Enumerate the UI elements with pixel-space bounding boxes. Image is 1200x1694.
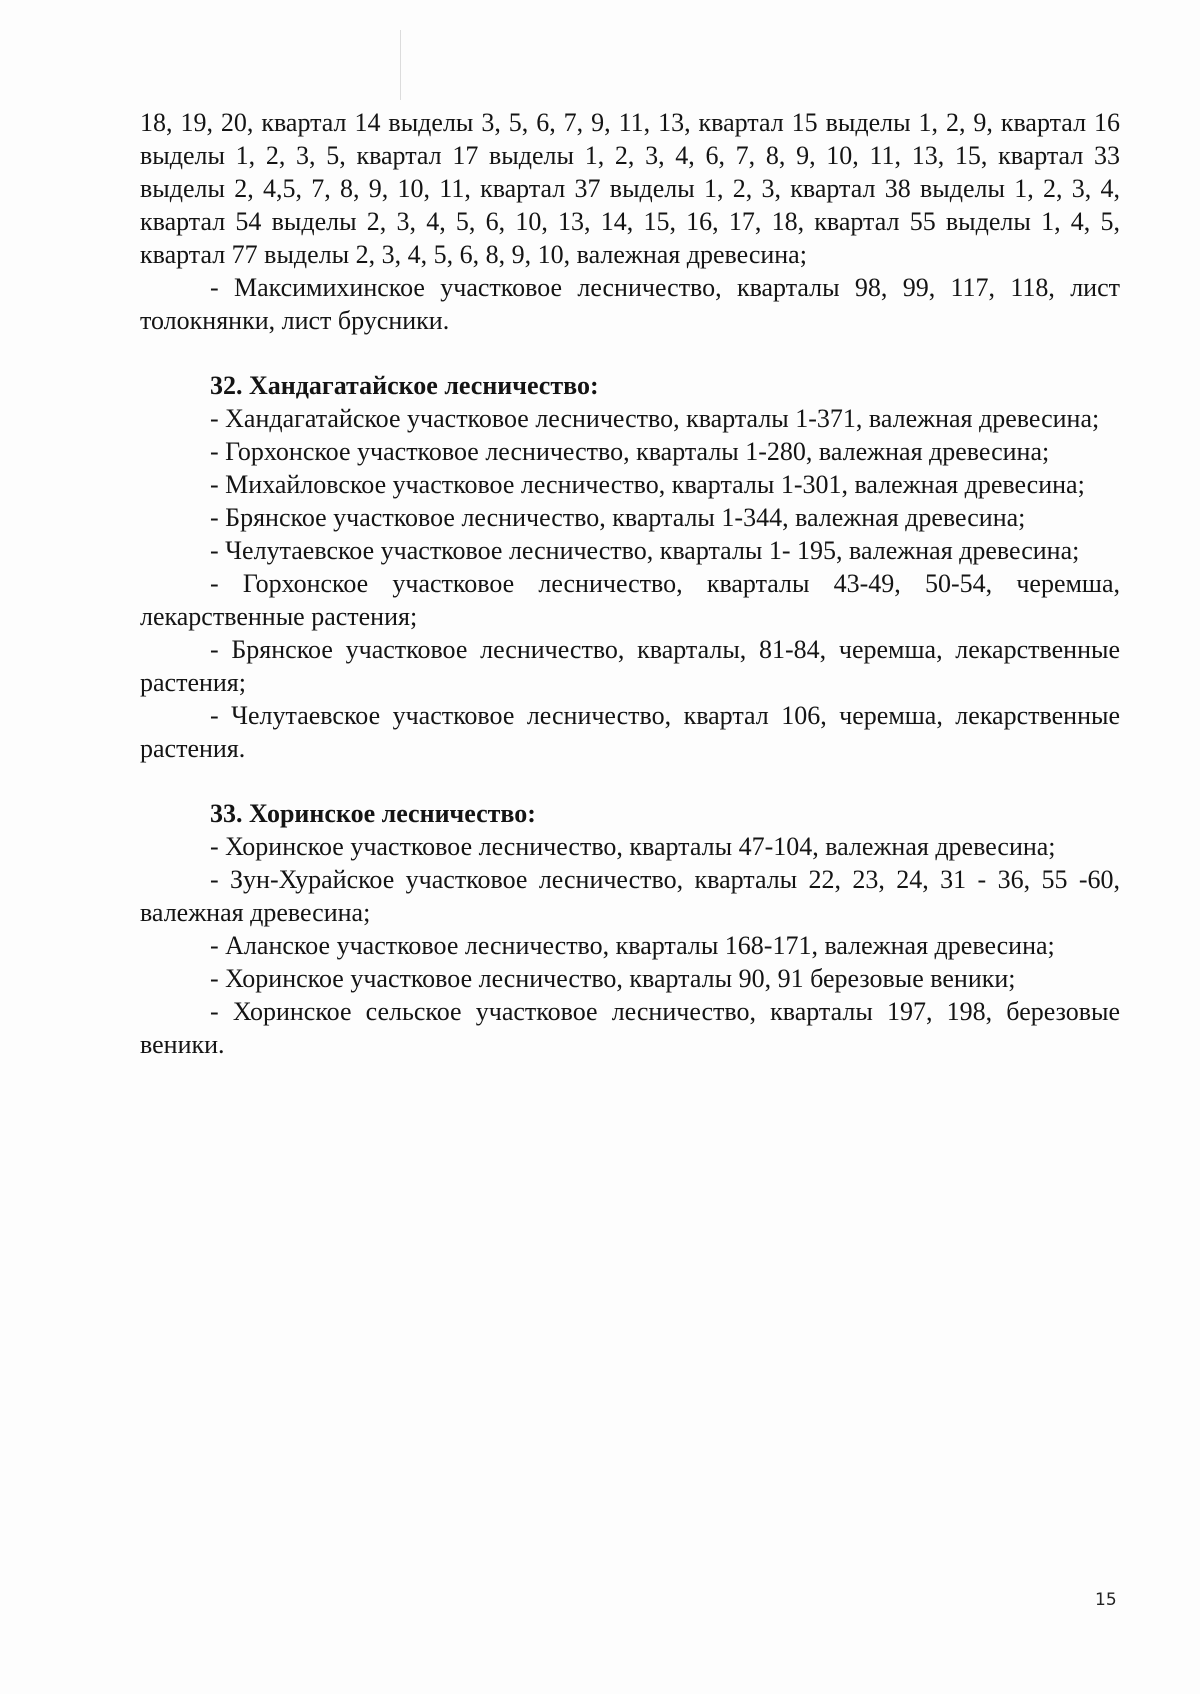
intro-item-maksimikhinskoe: - Максимихинское участковое лесничество, кварталы 98, 99, 117, 118, лист толокнянки, лист брусники. xyxy=(140,273,1120,335)
section-gap xyxy=(140,337,1120,369)
scan-artifact-line xyxy=(400,30,401,100)
section-heading-33: 33. Хоринское лесничество: xyxy=(210,799,536,828)
list-item: - Хоринское участковое лесничество, кварталы 47-104, валежная древесина; xyxy=(210,832,1056,861)
section-gap xyxy=(140,765,1120,797)
list-item: - Челутаевское участковое лесничество, кварталы 1- 195, валежная древесина; xyxy=(210,536,1080,565)
list-item: - Брянское участковое лесничество, кварталы 1-344, валежная древесина; xyxy=(210,503,1026,532)
list-item: - Челутаевское участковое лесничество, квартал 106, черемша, лекарственные растения. xyxy=(140,701,1120,763)
list-item: - Горхонское участковое лесничество, кварталы 1-280, валежная древесина; xyxy=(210,437,1050,466)
list-item: - Хандагатайское участковое лесничество, кварталы 1-371, валежная древесина; xyxy=(210,404,1100,433)
list-item: - Зун-Хурайское участковое лесничество, кварталы 22, 23, 24, 31 - 36, 55 -60, валежная древесина; xyxy=(140,865,1120,927)
list-item: - Брянское участковое лесничество, кварталы, 81-84, черемша, лекарственные растения; xyxy=(140,635,1120,697)
list-item: - Аланское участковое лесничество, кварталы 168-171, валежная древесина; xyxy=(210,931,1055,960)
list-item: - Михайловское участковое лесничество, кварталы 1-301, валежная древесина; xyxy=(210,470,1085,499)
list-item: - Хоринское участковое лесничество, кварталы 90, 91 березовые веники; xyxy=(210,964,1016,993)
list-item: - Горхонское участковое лесничество, кварталы 43-49, 50-54, черемша, лекарственные растения; xyxy=(140,569,1120,631)
section-heading-32: 32. Хандагатайское лесничество: xyxy=(210,371,599,400)
intro-continuation: 18, 19, 20, квартал 14 выделы 3, 5, 6, 7, 9, 11, 13, квартал 15 выделы 1, 2, 9, квартал 16 выделы 1, 2, 3, 5, квартал 17 выделы 1, 2, 3, 4, 6, 7, 8, 9, 10, 11, 13, 15, квартал 33 выделы 2, 4,5, 7, 8, 9, 10, 11, квартал 37 выделы 1, 2, 3, квартал 38 выделы 1, 2, 3, 4, квартал 54 выделы 2, 3, 4, 5, 6, 10, 13, 14, 15, 16, 17, 18, квартал 55 выделы 1, 4, 5, квартал 77 выделы 2, 3, 4, 5, 6, 8, 9, 10, валежная древесина; xyxy=(140,108,1120,269)
list-item: - Хоринское сельское участковое лесничество, кварталы 197, 198, березовые веники. xyxy=(140,997,1120,1059)
page-number: 15 xyxy=(1095,1590,1117,1610)
page-content xyxy=(140,106,1120,1061)
